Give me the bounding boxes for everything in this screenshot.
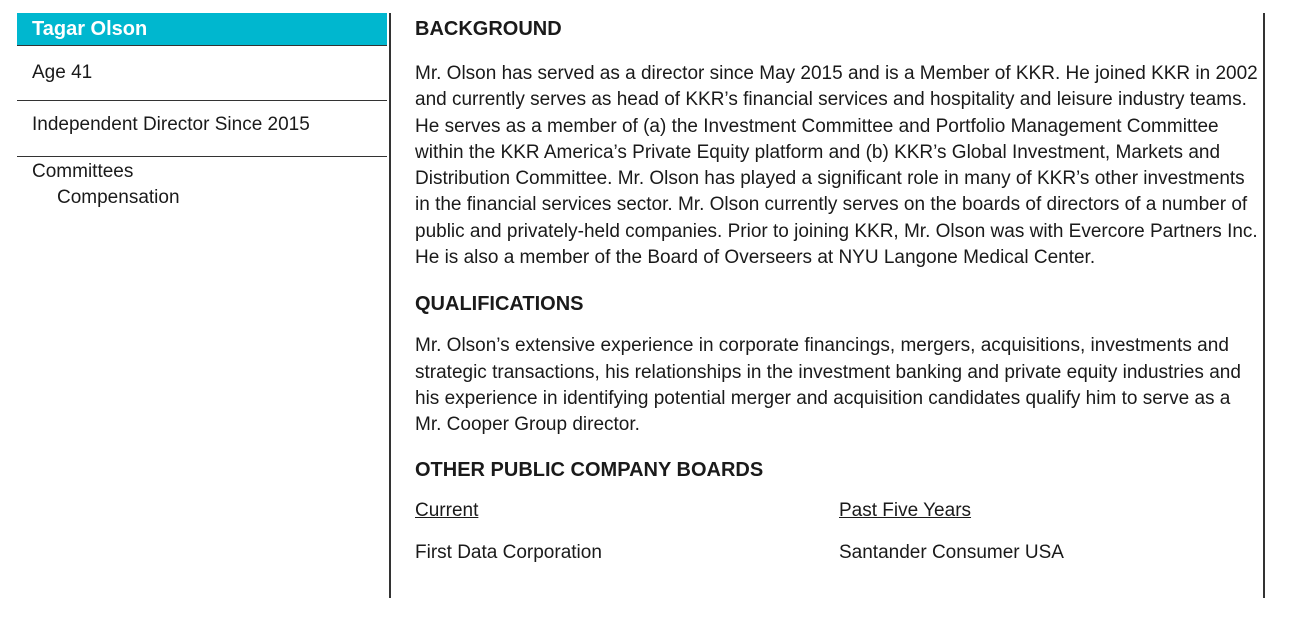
boards-header-row (415, 498, 1260, 524)
bio-content (415, 16, 1260, 566)
background-text: Mr. Olson has served as a director since May 2015 and is a Member of KKR. He joined KKR in 2002 and currently serves as head of KKR’s financial services and hospitality and leisure industry teams. He serves as a member of (a) the Investment Committee and Portfolio Management Committee within the KKR America’s Private Equity platform and (b) KKR’s Global Investment, Markets and Distribution Committee. Mr. Olson has played a significant role in many of KKR’s other investments in the financial services sector. Mr. Olson currently serves on the boards of directors of a number of public and privately-held companies. Prior to joining KKR, Mr. Olson was with Evercore Partners Inc. He is also a member of the Board of Overseers at NYU Langone Medical Center. (415, 63, 1258, 269)
director-since: Independent Director Since 2015 (17, 101, 387, 157)
director-age: Age 41 (17, 46, 387, 101)
boards-current-item: First Data Corporation (415, 541, 602, 563)
boards-heading: OTHER PUBLIC COMPANY BOARDS (415, 458, 764, 481)
boards-current-label: Current (415, 499, 479, 521)
director-name: Tagar Olson (17, 13, 387, 46)
qualifications-heading: QUALIFICATIONS (415, 293, 584, 316)
committee-item: Compensation (57, 187, 180, 208)
left-column-divider (389, 13, 391, 598)
right-column-divider (1263, 13, 1265, 598)
boards-data-row (415, 540, 1260, 566)
committees-section (17, 157, 387, 211)
boards-past-item: Santander Consumer USA (839, 541, 1064, 563)
background-heading: BACKGROUND (415, 18, 562, 40)
committees-label: Committees (32, 161, 134, 182)
profile-sidebar (17, 13, 387, 211)
boards-past-label: Past Five Years (839, 499, 972, 521)
qualifications-text: Mr. Olson’s extensive experience in corporate financings, mergers, acquisitions, investments and strategic transactions, his relationships in the investment banking and private equity industries and his experience in identifying potential merger and acquisition candidates qualify him to serve as a Mr. Cooper Group director. (415, 335, 1241, 436)
